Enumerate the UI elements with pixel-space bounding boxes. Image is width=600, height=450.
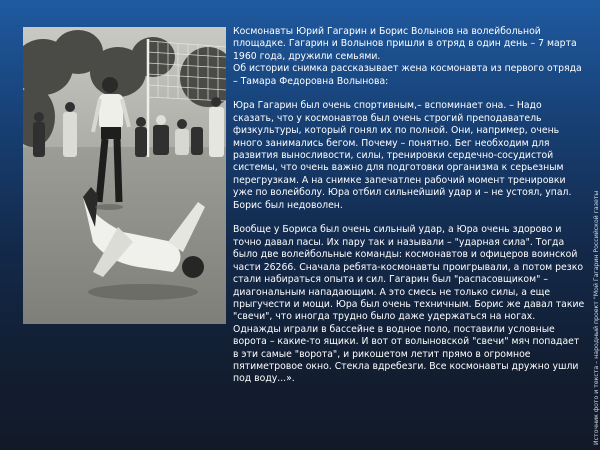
article-text — [233, 26, 585, 416]
volleyball-photo-icon — [23, 27, 226, 324]
volleyball-photo — [23, 27, 226, 324]
paragraph-intro-source: Об истории снимка рассказывает жена космонавта из первого отряда – Тамара Федоровна Волынова: — [233, 63, 582, 87]
source-credit: Источник фото и текста – народный проект "Мой Гагарин Российской газеты — [593, 190, 600, 445]
paragraph-volleyball-story: Вообще у Бориса был очень сильный удар, а Юра очень здорово и точно давал пасы. Их пару так и называли – "ударная сила". Тогда было две волейбольные команды: космонавтов и офицеров воинской части 26266. Сначала ребята-космонавты проигрывали, а потом резко стали набираться опыта и сил. Гагарин был "распасовщиком" – диагональным нападающим. А это смесь не только силы, а еще прыгучести и мощи. Юра был очень техничным. Борис же давал такие "свечи", что иногда трудно было даже удержаться на ногах. Однажды играли в бассейне в водное поло, поставили условные ворота – какие-то ящики. И вот от волыновской "свечи" мяч попадает в эти самые "ворота", и рикошетом летит прямо в огромное пятиметровое окно. Стекла вдребезги. Все космонавты дружно ушли под воду...». — [233, 224, 585, 385]
paragraph-intro: Космонавты Юрий Гагарин и Борис Волынов на волейбольной площадке. Гагарин и Волынов пришли в отряд в один день – 7 марта 1960 года, дружили семьями. — [233, 26, 577, 62]
paragraph-recollection: Юра Гагарин был очень спортивным,– вспоминает она. – Надо сказать, что у космонавтов был очень строгий преподаватель физкультуры, который гонял их по полной. Они, например, очень много занимались бегом. Почему – понятно. Бег необходим для развития выносливости, силы, тренировки сердечно-сосудистой системы, что очень важно для подготовки организма к серьезным перегрузкам. А на снимке запечатлен рабочий момент тренировки уже по волейболу. Юра отбил сильнейший удар и – не устоял, упал. Борис был недоволен. — [233, 100, 572, 211]
